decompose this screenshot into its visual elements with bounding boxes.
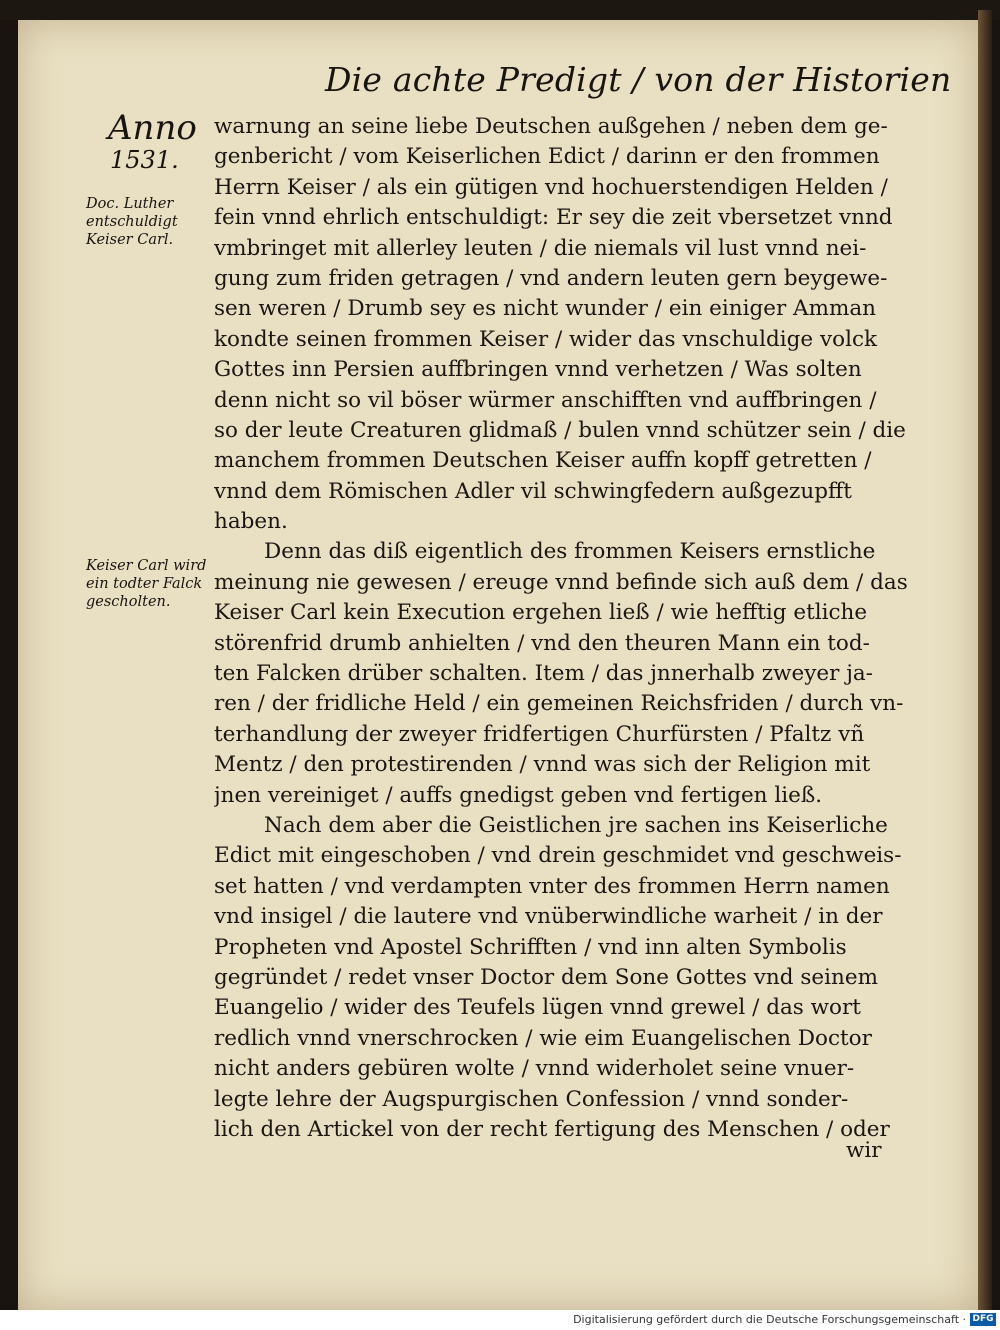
text-line: Nach dem aber die Geistlichen jre sachen ins Keiserliche <box>264 812 888 838</box>
text-line: Edict mit eingeschoben / vnd drein geschmidet vnd geschweis- <box>214 843 902 869</box>
body-text <box>214 112 926 1145</box>
text-line: genbericht / vom Keiserlichen Edict / darinn er den frommen <box>214 144 880 170</box>
text-line: vnnd dem Römischen Adler vil schwingfedern außgezupfft <box>214 478 852 504</box>
catchword: wir <box>846 1138 882 1163</box>
text-line: lich den Artickel von der recht fertigung des Menschen / oder <box>214 1116 890 1142</box>
text-line: Denn das diß eigentlich des frommen Keisers ernstliche <box>264 539 876 565</box>
text-line: störenfrid drumb anhielten / vnd den theuren Mann ein tod- <box>214 630 870 656</box>
text-line: ren / der fridliche Held / ein gemeinen Reichsfriden / durch vn- <box>214 691 904 717</box>
book-edge <box>978 10 992 1310</box>
text-line: set hatten / vnd verdampten vnter des frommen Herrn namen <box>214 873 890 899</box>
text-line: Mentz / den protestirenden / vnnd was sich der Religion mit <box>214 752 871 778</box>
text-line: ten Falcken drüber schalten. Item / das jnnerhalb zweyer ja- <box>214 661 873 687</box>
margin-note-luther: Doc. Luther entschuldigt Keiser Carl. <box>86 196 178 248</box>
text-line: terhandlung der zweyer fridfertigen Churfürsten / Pfaltz vñ <box>214 721 865 747</box>
text-line: manchem frommen Deutschen Keiser auffn kopff getretten / <box>214 448 872 474</box>
margin-year: 1531. <box>110 146 179 174</box>
footer-credit: Digitalisierung gefördert durch die Deutsche Forschungsgemeinschaft · <box>573 1313 966 1326</box>
margin-note-falck: Keiser Carl wird ein todter Falck gescholten. <box>86 558 207 610</box>
footer-bar <box>0 1310 1000 1330</box>
text-line: Herrn Keiser / als ein gütigen vnd hochuerstendigen Helden / <box>214 174 888 200</box>
text-line: Gottes inn Persien auffbringen vnnd verhetzen / Was solten <box>214 357 862 383</box>
text-line: meinung nie gewesen / ereuge vnnd befinde sich auß dem / das <box>214 569 908 595</box>
text-line: redlich vnnd vnerschrocken / wie eim Euangelischen Doctor <box>214 1025 872 1051</box>
text-line: kondte seinen frommen Keiser / wider das vnschuldige volck <box>214 326 878 352</box>
text-line: Euangelio / wider des Teufels lügen vnnd grewel / das wort <box>214 995 861 1021</box>
text-line: nicht anders gebüren wolte / vnnd widerholet seine vnuer- <box>214 1056 855 1082</box>
dfg-logo: DFG <box>970 1313 996 1326</box>
text-line: warnung an seine liebe Deutschen außgehen / neben dem ge- <box>214 114 888 139</box>
text-line: gung zum friden getragen / vnd andern leuten gern beygewe- <box>214 265 888 291</box>
text-line: denn nicht so vil böser würmer anschifften vnd auffbringen / <box>214 387 877 413</box>
text-line: vnd insigel / die lautere vnd vnüberwindliche warheit / in der <box>214 904 883 930</box>
text-line: Propheten vnd Apostel Schrifften / vnd inn alten Symbolis <box>214 934 847 960</box>
text-line: sen weren / Drumb sey es nicht wunder / ein einiger Amman <box>214 296 877 322</box>
text-line: fein vnnd ehrlich entschuldigt: Er sey die zeit vbersetzet vnnd <box>214 205 893 231</box>
text-line: jnen vereiniget / auffs gnedigst geben vnd fertigen ließ. <box>214 782 823 808</box>
text-line: haben. <box>214 509 288 535</box>
margin-anno: Anno <box>108 108 197 148</box>
text-line: legte lehre der Augspurgischen Confession / vnnd sonder- <box>214 1086 849 1112</box>
text-line: Keiser Carl kein Execution ergehen ließ / wie hefftig etliche <box>214 600 868 626</box>
running-title: Die achte Predigt / von der Historien <box>325 60 952 99</box>
scan-top-band <box>0 0 1000 20</box>
text-line: gegründet / redet vnser Doctor dem Sone Gottes vnd seinem <box>214 964 878 990</box>
text-line: vmbringet mit allerley leuten / die niemals vil lust vnnd nei- <box>214 235 867 261</box>
text-line: so der leute Creaturen glidmaß / bulen vnnd schützer sein / die <box>214 417 906 443</box>
